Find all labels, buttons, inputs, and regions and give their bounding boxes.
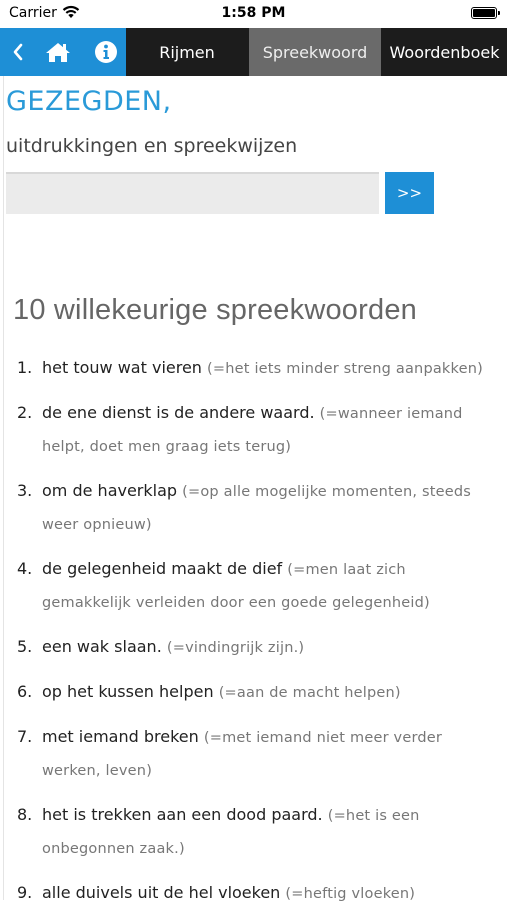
proverb-meaning: (=het is een onbegonnen zaak.) — [42, 808, 420, 857]
item-number: 9. — [17, 883, 33, 902]
list-heading: 10 willekeurige spreekwoorden — [13, 294, 417, 326]
back-button[interactable] — [4, 28, 32, 76]
proverb-phrase: het is trekken aan een dood paard. — [42, 805, 323, 824]
top-nav-bar — [0, 28, 507, 76]
tab-woordenboek[interactable]: Woordenboek — [389, 42, 500, 62]
proverb-meaning: (=heftig vloeken) — [285, 886, 416, 902]
page-title: GEZEGDEN, — [6, 86, 172, 117]
proverb-list — [0, 352, 507, 922]
status-bar — [0, 0, 507, 28]
list-item — [0, 553, 507, 619]
home-button[interactable] — [40, 28, 76, 76]
tab-spreekwoord[interactable]: Spreekwoord — [249, 28, 381, 76]
proverb-meaning: (=vindingrijk zijn.) — [166, 640, 305, 656]
item-number: 5. — [17, 637, 33, 656]
item-number: 3. — [17, 481, 33, 500]
proverb-phrase: om de haverklap — [42, 481, 178, 500]
clock: 1:58 PM — [221, 5, 286, 21]
proverb-phrase: de gelegenheid maakt de dief — [42, 559, 283, 578]
home-icon — [45, 41, 71, 63]
carrier-label: Carrier — [9, 5, 57, 21]
battery-icon — [471, 7, 497, 19]
proverb-meaning: (=het iets minder streng aanpakken) — [207, 361, 483, 377]
list-item — [0, 631, 507, 664]
list-item — [0, 676, 507, 709]
proverb-meaning: (=men laat zich gemakkelijk verleiden door een goede gelegenheid) — [42, 562, 430, 611]
item-number: 1. — [17, 358, 33, 377]
proverb-meaning: (=met iemand niet meer verder werken, leven) — [42, 730, 443, 779]
item-number: 6. — [17, 682, 33, 701]
list-item — [0, 352, 507, 385]
proverb-meaning: (=op alle mogelijke momenten, steeds weer opnieuw) — [42, 484, 472, 533]
info-icon — [94, 40, 118, 64]
info-button[interactable] — [88, 28, 124, 76]
proverb-meaning: (=aan de macht helpen) — [218, 685, 401, 701]
proverb-meaning: (=wanneer iemand helpt, doet men graag iets terug) — [42, 406, 463, 455]
item-number: 2. — [17, 403, 33, 422]
search-input[interactable] — [6, 172, 379, 214]
nav-icon-group — [0, 28, 126, 76]
proverb-phrase: met iemand breken — [42, 727, 199, 746]
page-subtitle: uitdrukkingen en spreekwijzen — [6, 135, 298, 157]
item-number: 7. — [17, 727, 33, 746]
item-number: 4. — [17, 559, 33, 578]
proverb-phrase: op het kussen helpen — [42, 682, 214, 701]
search-button[interactable]: >> — [385, 172, 434, 214]
list-item — [0, 799, 507, 865]
list-item — [0, 877, 507, 910]
proverb-phrase: de ene dienst is de andere waard. — [42, 403, 315, 422]
list-item — [0, 721, 507, 787]
proverb-phrase: alle duivels uit de hel vloeken — [42, 883, 281, 902]
item-number: 8. — [17, 805, 33, 824]
chevron-left-icon — [12, 43, 24, 61]
list-item — [0, 397, 507, 463]
proverb-phrase: een wak slaan. — [42, 637, 162, 656]
list-item — [0, 475, 507, 541]
tab-rijmen[interactable]: Rijmen — [159, 42, 215, 62]
proverb-phrase: het touw wat vieren — [42, 358, 202, 377]
